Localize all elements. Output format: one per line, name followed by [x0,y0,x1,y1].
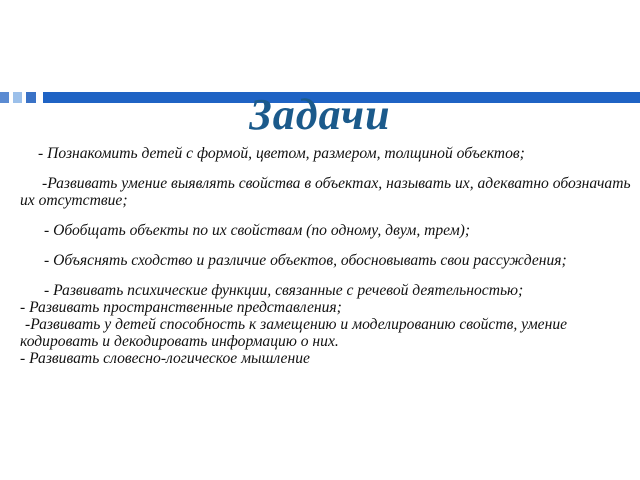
slide-title: Задачи [249,90,391,139]
task-item: - Развивать словесно-логическое мышление [20,350,310,367]
task-item: - Объяснять сходство и различие объектов, обосновывать свои рассуждения; [44,252,567,269]
task-item: -Развивать у детей способность к замещению и моделированию свойств, умение кодировать и декодировать информацию о них. [20,316,568,350]
task-list [20,145,632,367]
task-item: -Развивать умение выявлять свойства в объектах, называть их, адекватно обозначать их отсутствие; [20,175,631,209]
task-item: - Развивать пространственные представления; [20,299,342,316]
task-item: - Развивать психические функции, связанные с речевой деятельностью; [44,282,524,299]
task-item: - Познакомить детей с формой, цветом, размером, толщиной объектов; [38,145,525,162]
task-item: - Обобщать объекты по их свойствам (по одному, двум, трем); [44,222,471,239]
